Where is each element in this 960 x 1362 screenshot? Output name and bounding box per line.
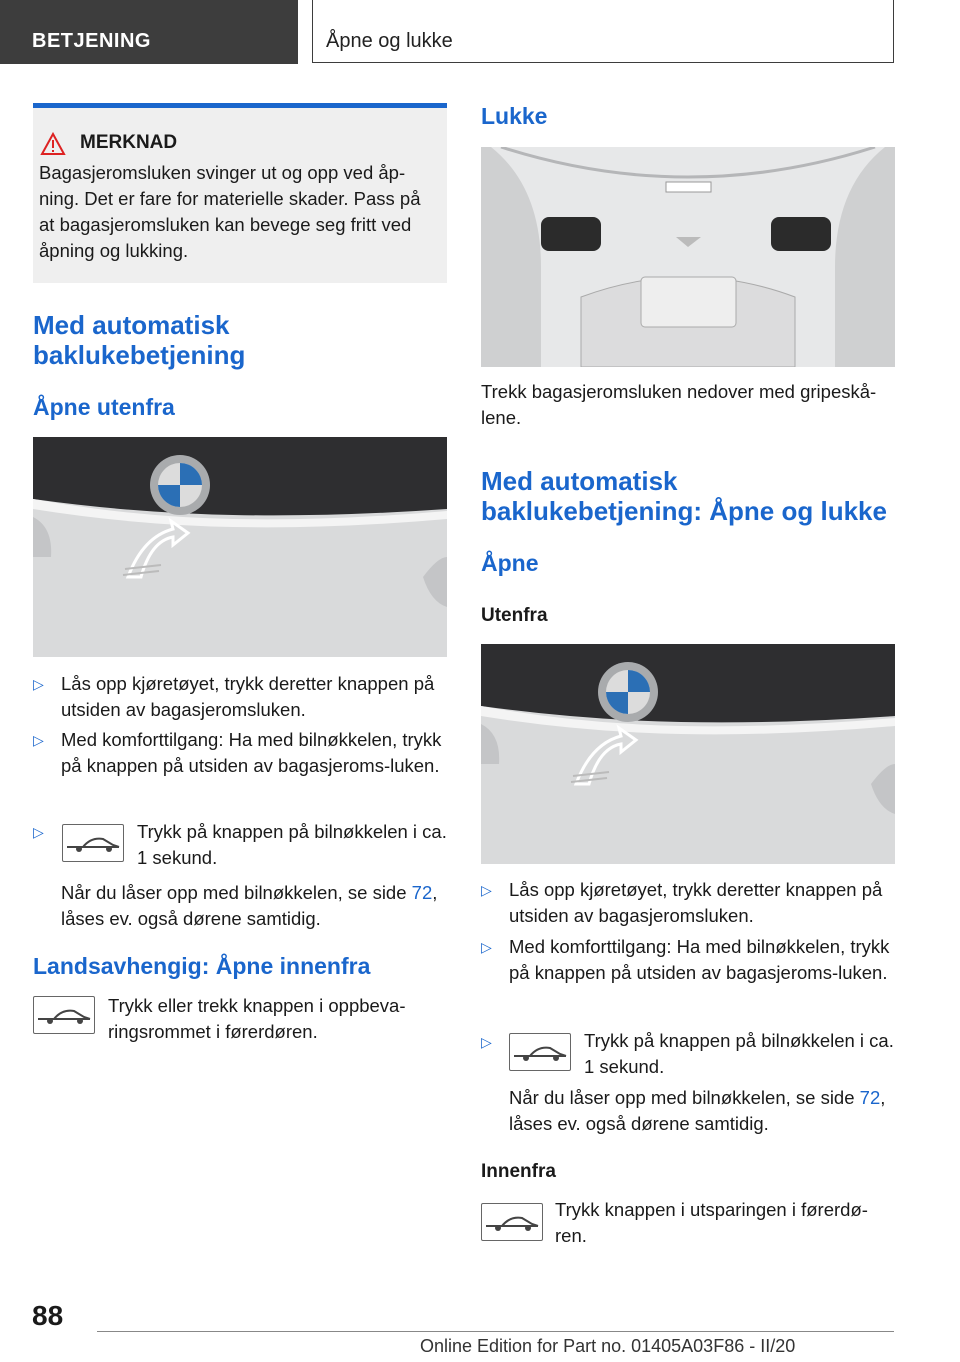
heading-inside: Innenfra — [481, 1161, 556, 1182]
chapter-tab — [312, 0, 894, 63]
car-key-tailgate-icon — [33, 996, 95, 1034]
inside-text: Trykk knappen i utsparingen i førerdø-ren. — [555, 1199, 868, 1246]
note-text: Bagasjeromsluken svinger ut og opp ved åp-ning. Det er fare for materielle skader. Pass på at bagasjeromsluken kan bevege seg fritt ved åpning og lukking. — [39, 162, 421, 261]
page-reference-link[interactable]: 72 — [411, 882, 433, 903]
chapter-title: Åpne og lukke — [326, 30, 453, 52]
heading-automatic-open-close — [481, 466, 895, 526]
heading-line-1: Med automatisk — [481, 466, 678, 496]
bullet-triangle-icon: ▷ — [481, 1034, 492, 1050]
heading-line-1: Med automatisk — [33, 310, 230, 340]
heading-open: Åpne — [481, 550, 539, 576]
bullet-triangle-icon: ▷ — [481, 882, 492, 898]
heading-automatic-tailgate — [33, 310, 447, 370]
trunk-lid-inside-photo — [481, 147, 895, 367]
heading-close: Lukke — [481, 103, 548, 129]
trunk-button-photo — [33, 437, 447, 657]
car-key-tailgate-icon — [62, 824, 124, 862]
edition-text: Online Edition for Part no. 01405A03F86 - II/20 — [420, 1336, 796, 1356]
bullet-triangle-icon: ▷ — [33, 824, 44, 840]
lock-note: Når du låser opp med bilnøkkelen, se side 72, låses ev. også dørene samtidig. — [509, 1087, 886, 1134]
bullet-triangle-icon: ▷ — [481, 939, 492, 955]
heading-line-2: baklukebetjening — [33, 340, 246, 370]
bullet3-text: Trykk på knappen på bilnøkkelen i ca. 1 sekund. — [137, 821, 447, 868]
country-text: Trykk eller trekk knappen i oppbeva-ringsrommet i førerdøren. — [108, 995, 406, 1042]
bullet-triangle-icon: ▷ — [33, 676, 44, 692]
trunk-button-photo — [481, 644, 895, 864]
note-title: MERKNAD — [80, 132, 178, 153]
bullet-triangle-icon: ▷ — [33, 732, 44, 748]
close-text: Trekk bagasjeromsluken nedover med gripeskå-lene. — [481, 381, 877, 428]
car-key-tailgate-icon — [509, 1033, 571, 1071]
page-number: 88 — [32, 1300, 64, 1331]
car-key-tailgate-icon — [481, 1203, 543, 1241]
lock-note: Når du låser opp med bilnøkkelen, se side 72, låses ev. også dørene samtidig. — [61, 882, 438, 929]
warning-triangle-icon — [40, 132, 66, 156]
page-reference-link[interactable]: 72 — [859, 1087, 881, 1108]
footer-divider — [97, 1331, 894, 1332]
heading-line-2: baklukebetjening: Åpne og lukke — [481, 496, 887, 526]
heading-outside: Utenfra — [481, 605, 548, 626]
bullet3-text: Trykk på knappen på bilnøkkelen i ca. 1 sekund. — [584, 1030, 894, 1077]
section-tab — [0, 0, 298, 64]
section-label: BETJENING — [32, 30, 151, 52]
heading-country-specific: Landsavhengig: Åpne innenfra — [33, 953, 371, 979]
heading-open-outside: Åpne utenfra — [33, 394, 175, 420]
